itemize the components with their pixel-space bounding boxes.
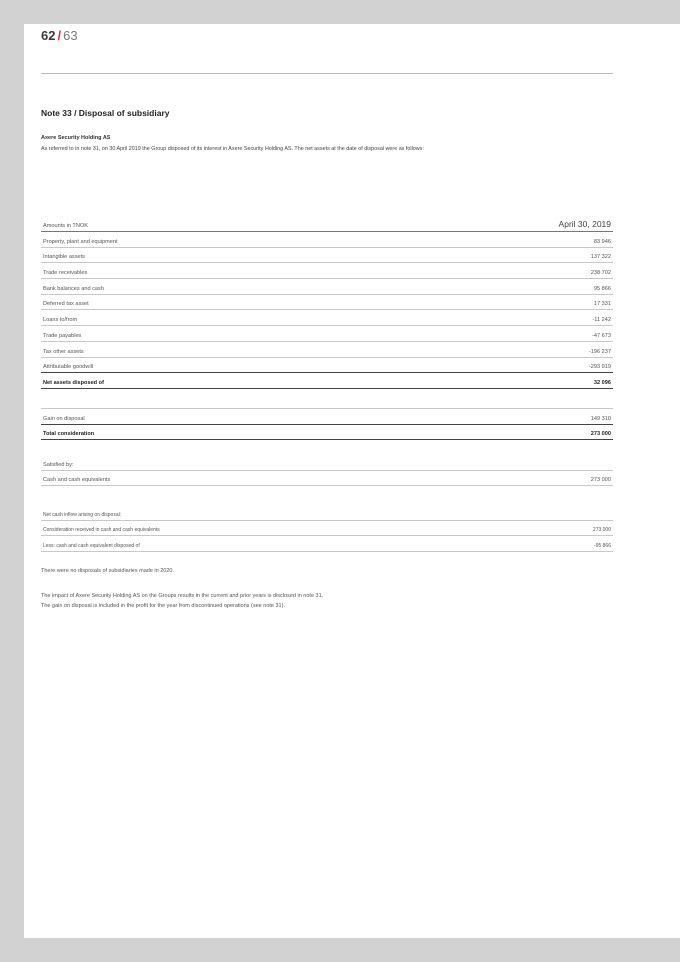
net-cash-table <box>41 505 613 552</box>
table-row <box>41 326 613 342</box>
row-label: Intangible assets <box>43 254 85 261</box>
note-subtitle: Axere Security Holding AS <box>41 135 111 141</box>
row-value: 137 322 <box>590 254 611 261</box>
row-label: Total consideration <box>43 431 95 438</box>
net-assets-row <box>41 373 613 389</box>
row-value: 273 000 <box>592 527 611 534</box>
satisfied-by-table <box>41 455 613 486</box>
row-value: 17 331 <box>593 301 611 308</box>
row-value: -293 919 <box>588 364 611 371</box>
row-value: 273 000 <box>590 477 611 484</box>
satisfied-by-label-row <box>41 455 613 471</box>
row-value: -47 673 <box>592 332 611 339</box>
table-row <box>41 295 613 311</box>
row-label: Attributable goodwill <box>43 364 94 371</box>
row-label: Net cash inflow arising on disposal: <box>43 511 122 518</box>
row-value: -95 866 <box>594 543 611 550</box>
row-value: 32 096 <box>593 379 611 386</box>
row-value: 238 702 <box>590 270 611 277</box>
row-label: Satisfied by: <box>43 461 74 468</box>
note-intro: As referred to in note 31, on 30 April 2019 the Group disposed of its interest in Axere Security Holding AS. The net assets at the date of disposal were as follows: <box>41 146 424 152</box>
footer-note-3: The gain on disposal is included in the profit for the year from discontinued operations (see note 31). <box>41 603 285 609</box>
row-value: 149 310 <box>590 415 611 422</box>
row-label: Deferred tax asset <box>43 301 89 308</box>
table-row <box>41 279 613 295</box>
row-value: -196 237 <box>588 348 611 355</box>
table-row <box>41 248 613 264</box>
table-row <box>41 263 613 279</box>
row-value: -11 242 <box>592 317 611 324</box>
table-header <box>41 212 613 232</box>
row-label: Consideration received in cash and cash equivalents <box>43 527 160 534</box>
row-label: Gain on disposal <box>43 415 85 422</box>
header-label: Amounts in TNOK <box>43 223 88 229</box>
footer-note-1: There were no disposals of subsidiaries made in 2020. <box>41 568 174 574</box>
row-label: Loans to/from <box>43 317 78 324</box>
row-value: 273 000 <box>590 431 611 438</box>
row-label: Trade payables <box>43 332 82 339</box>
table-row <box>41 521 613 537</box>
header-date: April 30, 2019 <box>558 219 611 229</box>
page-separator: / <box>57 28 62 43</box>
page-number <box>41 28 78 43</box>
row-value: 95 866 <box>593 285 611 292</box>
gain-row <box>41 409 613 425</box>
table-row <box>41 342 613 358</box>
row-label: Bank balances and cash <box>43 285 104 292</box>
spacer-row <box>41 395 613 409</box>
table-row <box>41 232 613 248</box>
footer-note-2: The impact of Axere Security Holding AS on the Groups results in the current and prior years is disclosed in note 31. <box>41 593 324 599</box>
table-row <box>41 358 613 374</box>
total-consideration-row <box>41 425 613 441</box>
disposal-table <box>41 212 613 389</box>
cash-row <box>41 471 613 487</box>
table-row <box>41 310 613 326</box>
page-current: 62 <box>41 28 56 43</box>
net-cash-label-row <box>41 505 613 521</box>
table-row <box>41 536 613 552</box>
header-rule <box>41 73 613 74</box>
page-total: 63 <box>63 28 78 43</box>
row-label: Less: cash and cash equivalent disposed of <box>43 543 140 550</box>
row-label: Tax other assets <box>43 348 84 355</box>
row-value: 83 946 <box>593 238 611 245</box>
consideration-table <box>41 395 613 440</box>
row-label: Trade receivables <box>43 270 88 277</box>
note-title: Note 33 / Disposal of subsidiary <box>41 108 170 118</box>
row-label: Cash and cash equivalents <box>43 477 111 484</box>
row-label: Net assets disposed of <box>43 379 104 386</box>
row-label: Property, plant and equipment <box>43 238 118 245</box>
